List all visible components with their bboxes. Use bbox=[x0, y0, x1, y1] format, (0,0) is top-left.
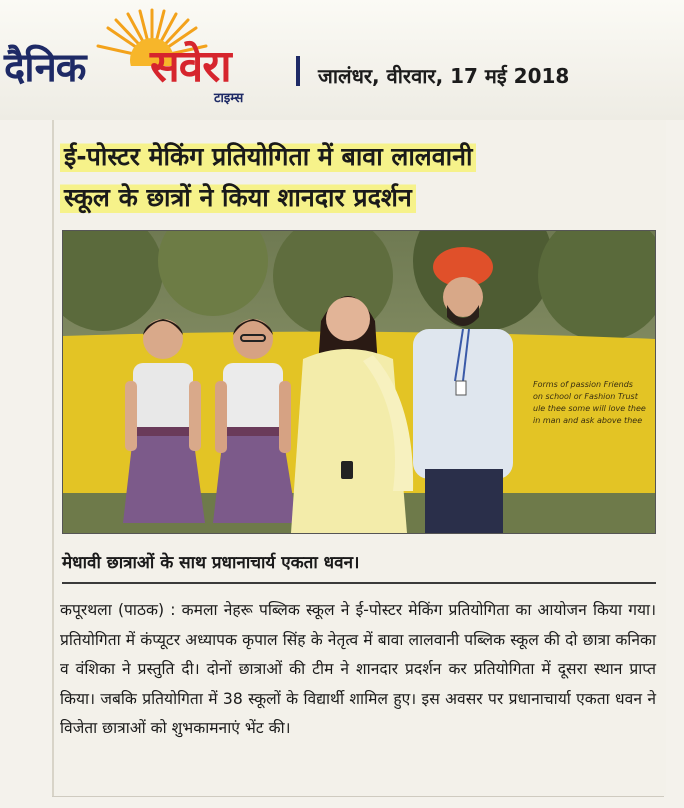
headline bbox=[60, 136, 650, 218]
banner-text-line-3: ule thee some will love thee bbox=[533, 404, 646, 413]
paper-name-primary: दैनिक bbox=[4, 45, 86, 91]
photo-caption: मेधावी छात्राओं के साथ प्रधानाचार्य एकता धवन। bbox=[62, 553, 360, 573]
paper-name-sub: टाइम्स bbox=[214, 91, 244, 106]
headline-line-1: ई-पोस्टर मेकिंग प्रतियोगिता में बावा लालवानी bbox=[60, 136, 476, 177]
bottom-divider bbox=[52, 796, 664, 797]
article-body bbox=[60, 596, 656, 744]
caption-divider bbox=[62, 582, 656, 584]
paper-name-accent: सवेरा bbox=[150, 41, 231, 92]
headline-line-2: स्कूल के छात्रों ने किया शानदार प्रदर्शन bbox=[60, 177, 416, 218]
article-photo bbox=[62, 230, 656, 534]
banner-text-line-2: on school or Fashion Trust bbox=[533, 392, 638, 401]
masthead bbox=[0, 0, 684, 120]
masthead-divider bbox=[296, 56, 300, 86]
article-body-paragraph: कपूरथला (पाठक) : कमला नेहरू पब्लिक स्कूल ने ई-पोस्टर मेकिंग प्रतियोगिता का आयोजन किया गया। प्रतियोगिता में कंप्यूटर अध्यापक कृपाल सिंह के नेतृत्व में बावा लालवानी पब्लिक स्कूल की दो छात्रा कनिका व वंशिका ने प्रस्तुति दी। दोनों छात्राओं की टीम ने शानदार प्रदर्शन कर प्रतियोगिता में दूसरा स्थान प्राप्त किया। जबकि प्रतियोगिता में 38 स्कूलों के विद्यार्थी शामिल हुए। इस अवसर पर प्रधानाचार्या एकता धवन ने विजेता छात्राओं को शुभकामनाएं भेंट की। bbox=[60, 601, 656, 737]
banner-text-line-1: Forms of passion Friends bbox=[533, 380, 633, 389]
banner-text-line-4: in man and ask above thee bbox=[533, 416, 643, 425]
photo-illustration bbox=[63, 231, 655, 533]
dateline: जालंधर, वीरवार, 17 मई 2018 bbox=[318, 64, 570, 88]
